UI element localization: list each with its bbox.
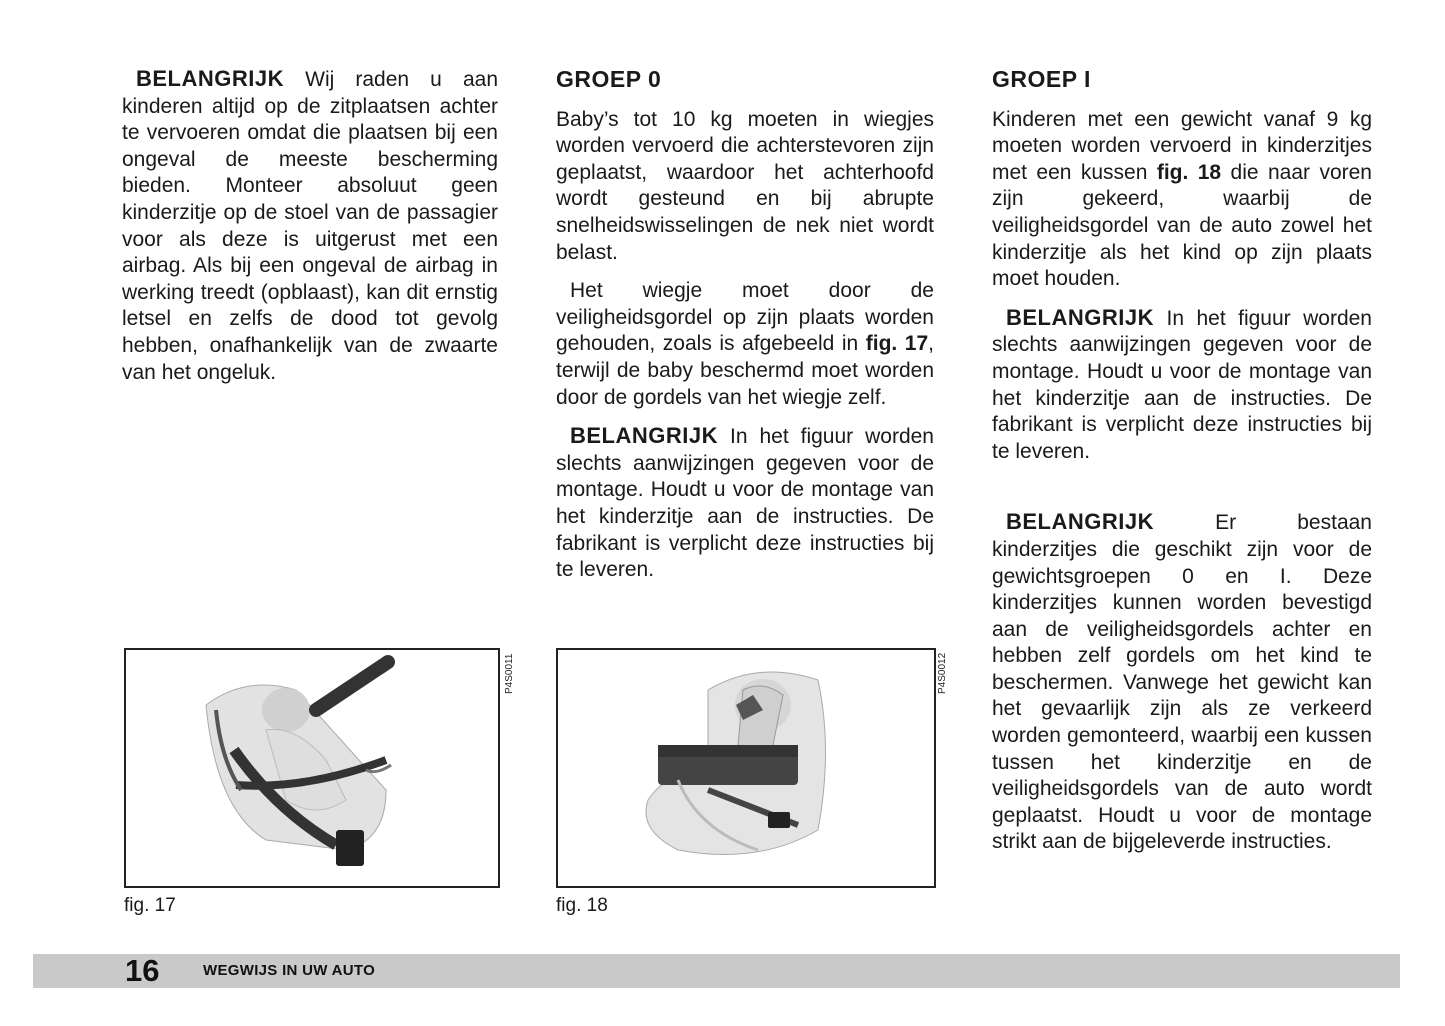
figure-18-code: P4S0012 [937, 652, 948, 694]
heading-groep-1: GROEP I [992, 66, 1091, 92]
groep0-p2-text-a: Het wiegje moet door de veiligheidsgordel op zijn plaats worden gehouden, zoals is afgebeeld in [556, 279, 934, 356]
important-text: Er bestaan kinderzitjes die geschikt zijn voor de gewichtsgroepen 0 en I. Deze kinderzitjes kunnen worden bevestigd aan de veiligheidsgordels achter en hebben zelf gordels om het kind te beschermen. Vanwege het gewicht kan het gevaarlijk zijn als ze verkeerd worden gemonteerd, waarbij een kussen tussen het kinderzitje en de veiligheidsgordels van de auto wordt geplaatst. Houdt u voor de montage strikt aan de bijgeleverde instructies. [992, 511, 1372, 854]
page-number: 16 [125, 953, 160, 988]
groep1-important-paragraph-1 [992, 305, 1372, 466]
figure-17-image [124, 648, 500, 888]
warning-paragraph-1 [122, 66, 498, 386]
figure-18-image [556, 648, 936, 888]
groep1-p1-text-a: Kinderen met een gewicht vanaf 9 kg moeten worden vervoerd in kinderzitjes met een kussen [992, 107, 1372, 184]
important-text: In het figuur worden slechts aanwijzingen gegeven voor de montage. Houdt u voor de montage van het kinderzitje aan de instructies. De fabrikant is verplicht deze instructies bij te leveren. [992, 306, 1372, 463]
child-seat-illustration [558, 650, 934, 886]
groep0-important-paragraph [556, 423, 934, 584]
important-label: BELANGRIJK [1006, 509, 1155, 535]
figure-17-code: P4S0011 [504, 653, 515, 694]
heading-groep-0: GROEP 0 [556, 66, 662, 92]
fig17-reference[interactable]: fig. 17 [865, 332, 929, 356]
important-label: BELANGRIJK [1006, 304, 1155, 330]
important-label: BELANGRIJK [136, 66, 285, 91]
fig18-reference[interactable]: fig. 18 [1156, 160, 1222, 184]
column-2 [556, 66, 934, 596]
page-footer [33, 954, 1400, 988]
groep1-paragraph-1 [992, 107, 1372, 293]
important-text: In het figuur worden slechts aanwijzingen gegeven voor de montage. Houdt u voor de montage van het kinderzitje aan de instructies. De fabrikant is verplicht deze instructies bij te leveren. [556, 425, 934, 582]
figure-18-caption: fig. 18 [556, 895, 608, 916]
infant-carrier-illustration [126, 650, 498, 886]
section-title: WEGWIJS IN UW AUTO [203, 962, 376, 979]
column-1 [122, 66, 498, 398]
groep0-paragraph-2 [556, 278, 934, 411]
groep1-p1-text-b: die naar voren zijn gekeerd, waarbij de veiligheidsgordel van de auto zowel het kinderzitje als het kind op zijn plaats moet houden. [992, 160, 1372, 291]
column-3 [992, 66, 1372, 868]
warning-text: Wij raden u aan kinderen altijd op de zitplaatsen achter te vervoeren omdat die plaatsen bij een ongeval de meeste bescherming bieden. Monteer absoluut geen kinderzitje op de stoel van de passagier voor als deze is uitgerust met een airbag. Als bij een ongeval de airbag in werking treedt (opblaast), kan dit ernstig letsel en zelfs de dood tot gevolg hebben, onafhankelijk van de zwaarte van het ongeluk. [122, 68, 498, 384]
important-label: BELANGRIJK [570, 423, 719, 449]
groep0-p2-text-b: , terwijl de baby beschermd moet worden door de gordels van het wiegje zelf. [556, 332, 934, 409]
groep1-important-paragraph-2 [992, 509, 1372, 856]
groep0-paragraph-1: Baby’s tot 10 kg moeten in wiegjes worden vervoerd die achterstevoren zijn geplaatst, waardoor het achterhoofd wordt gesteund en bij abrupte snelheidswisselingen de nek niet wordt belast. [556, 107, 934, 264]
figure-17-caption: fig. 17 [124, 895, 176, 916]
